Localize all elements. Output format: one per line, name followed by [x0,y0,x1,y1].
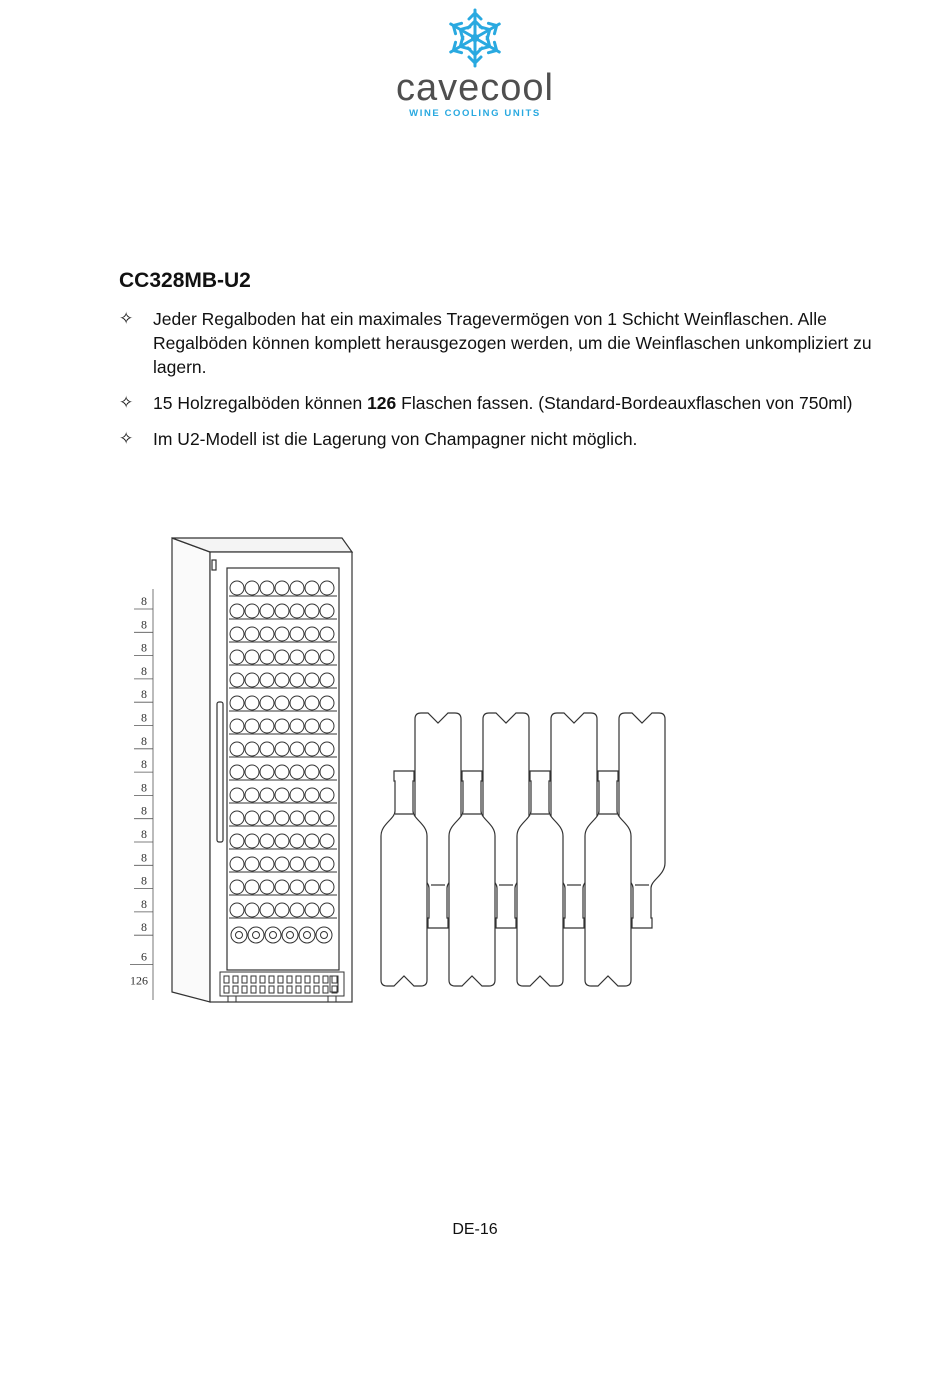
feature-text: Im U2-Modell ist die Lagerung von Champagner nicht möglich. [153,429,638,449]
feature-list [119,307,879,463]
shelf-label: 8 [141,687,147,702]
shelf-label: 8 [141,827,147,841]
shelf-label: 8 [141,640,147,655]
bottom-shelf-label: 6 [141,949,147,964]
shelf-capacity-labels [130,589,153,1000]
shelf-label: 8 [141,757,147,772]
shelf-label: 8 [141,896,147,911]
feature-text: Flaschen fassen. (Standard-Bordeauxflaschen von 750ml) [396,393,853,413]
model-title: CC328MB-U2 [119,269,251,292]
four-point-star-bullet: ✧ [119,393,134,413]
feature-item-3 [119,427,879,451]
shelf-label: 8 [141,780,147,795]
snowflake-icon [355,6,595,68]
brand-logo [355,6,595,118]
feature-highlight: 126 [367,393,397,413]
brand-tagline: WINE COOLING UNITS [409,108,541,119]
feature-text: Jeder Regalboden hat ein maximales Tragevermögen von 1 Schicht Weinflaschen. Alle Regalböden können komplett herausgezogen werden, um die Weinflaschen unkompliziert zu lagern. [153,309,872,377]
shelf-label: 8 [141,733,147,748]
brand-name: cavecool [396,67,554,109]
page-number: DE-16 [452,1221,498,1238]
four-point-star-bullet: ✧ [119,309,134,329]
shelf-label: 8 [141,710,147,725]
bottle-stacking-illustration [381,713,665,986]
feature-item-2 [119,391,879,415]
total-capacity-label: 126 [130,973,148,988]
wine-cooler-cabinet [172,538,352,1002]
feature-text: 15 Holzregalböden können [153,393,368,413]
shelf-label: 8 [141,850,147,865]
shelf-label: 8 [141,594,147,608]
shelf-label: 8 [141,873,147,888]
shelf-label: 8 [141,617,147,632]
feature-item-1 [119,307,879,379]
shelf-label: 8 [141,803,147,818]
four-point-star-bullet: ✧ [119,429,134,449]
shelf-label: 8 [141,663,147,678]
shelf-label: 8 [141,920,147,935]
wine-cooler-diagram [120,530,680,1020]
